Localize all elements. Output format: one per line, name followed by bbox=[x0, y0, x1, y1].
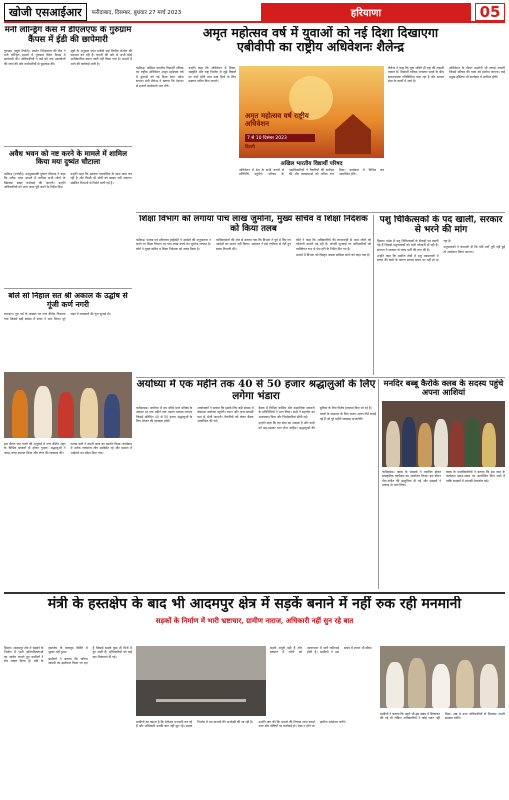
illegal-construction-headline: अवैध भवन को नष्ट करने के मामले में शामिल किया मयः दुष्यंत चौटाला bbox=[9, 149, 127, 167]
education-fine-headline: शिक्षा विभाग को लगाया पांच लाख जुर्माना, मुख्य सचिव व शिक्षा निदेशक को किया तलब bbox=[139, 215, 368, 234]
abvp-headline-2: एबीवीपी का राष्ट्रीय अधिवेशनः शैलेन्द्र bbox=[236, 39, 405, 55]
ed-raid-article bbox=[4, 26, 132, 286]
ayodhya-headline: अयोध्या में एक महीने तक 40 से 50 हजार श्रद्धालुओं के लिए लगेगा भंडारा bbox=[136, 379, 376, 402]
villagers-photo bbox=[380, 646, 505, 708]
roads-article bbox=[4, 596, 505, 796]
abvp-headline-1: अमृत महोत्सव वर्ष में युवाओं को नई दिशा दिखाएगा bbox=[202, 26, 439, 40]
ed-raid-text: गुरुग्राम (ब्यूरो रिपोर्ट)। प्रवर्तन निदेशालय की टीम ने मनी लॉन्ड्रिंग मामले में गुरुग्राम स्थित कैंपस में छापेमारी की। अधिकारियों ने कई घंटे तक दस्तावेजों की जांच की और कर्मचारियों से पूछताछ की। सूत्रों के अनुसार जांच एजेंसी कई वित्तीय लेनदेन की पड़ताल कर रही है। कंपनी की ओर से अभी कोई आधिकारिक बयान जारी नहीं किया गया है। मामले में आगे की कार्रवाई जारी है। bbox=[4, 48, 132, 66]
akal-takht-continued: इस दौरान पंज प्यारों की अगुवाई में नगर कीर्तन शहर के विभिन्न बाजारों से होकर गुजरा। श्रद्धालुओं ने जगह-जगह स्वागत किया और लंगर की व्यवस्था की। गतका दलों ने अपनी कला का प्रदर्शन किया। कार्यक्रम में अनेक गणमान्य लोग उपस्थित रहे और समाज में भाईचारे का संदेश दिया गया। bbox=[4, 442, 132, 455]
poster-dates: 7 से 10 दिसंबर 2023 bbox=[245, 134, 315, 142]
poster-caption: अखिल भारतीय विद्यार्थी परिषद bbox=[280, 161, 343, 167]
section-title: हरियाणा bbox=[261, 3, 471, 21]
page-body bbox=[4, 26, 505, 796]
education-fine-article bbox=[136, 215, 371, 375]
akal-takht-article bbox=[4, 292, 132, 370]
roads-text-center: ग्रामीणों का कहना है कि ठेकेदार मनमानी कर रहे हैं और अधिकारी उनकी बात नहीं सुन रहे। सड़क निर्माण में तय मानकों की अनदेखी की जा रही है। उन्होंने मांग की कि मामले की निष्पक्ष जांच कराई जाए और दोषियों पर कार्रवाई हो। ऐसा न होने पर ग्रामीण आंदोलन करेंगे। bbox=[136, 720, 346, 729]
club-members-photo bbox=[382, 401, 505, 467]
roads-headline: मंत्री के हस्तक्षेप के बाद भी आदमपुर क्षेत्र में सड़कें बनाने में नहीं रुक रही मनमानी bbox=[47, 596, 462, 612]
education-fine-text: चंडीगढ़। पंजाब एवं हरियाणा हाईकोर्ट ने आदेशों की अनुपालना न करने पर शिक्षा विभाग पर पांच लाख रुपये का जुर्माना लगाया है। कोर्ट ने मुख्य सचिव व शिक्षा निदेशक को तलब किया है। याचिकाकर्ता की ओर से बताया गया कि विभाग ने पूर्व में दिए गए आदेशों का पालन नहीं किया। अदालत ने इसे गंभीरता से लेते हुए सख्त टिप्पणी की। कोर्ट ने कहा कि अधिकारियों की लापरवाही से आम लोगों को परेशानी उठानी पड़ रही है। अगली सुनवाई पर अधिकारियों को व्यक्तिगत रूप से पेश होने के निर्देश दिए गए हैं। मामले में विभाग को विस्तृत जवाब दाखिल करने को कहा गया है। bbox=[136, 237, 371, 257]
masthead bbox=[4, 3, 505, 23]
abvp-headline-block bbox=[136, 26, 505, 64]
abvp-text-left: चंडीगढ़। अखिल भारतीय विद्यार्थी परिषद का राष्ट्रीय अधिवेशन अमृत महोत्सव वर्ष में युवाओं को नई दिशा देगा। प्रदेश संगठन मंत्री शैलेन्द्र ने बताया कि देशभर से हजारों कार्यकर्ता भाग लेंगे। उन्होंने कहा कि अधिवेशन में शिक्षा, संस्कृति और राष्ट्र निर्माण से जुड़े विषयों पर चर्चा होगी तथा छात्र हितों के लिए प्रस्ताव पारित किए जाएंगे। bbox=[136, 66, 236, 88]
roads-subheadline: सड़कों के निर्माण में भारी भ्रष्टाचार, ग्रामीण नाराज, अधिकारी नहीं सुन रहे बात bbox=[155, 615, 354, 625]
vet-posts-headline: पशु चिकित्सकों के पद खाली, सरकार से भरने की मांग bbox=[379, 215, 503, 236]
poster-city: दिल्ली bbox=[245, 145, 255, 150]
ayodhya-article bbox=[136, 379, 376, 589]
roads-text-left: हिसार। आदमपुर क्षेत्र में सड़कों के निर्माण में भारी अनियमितताओं का आरोप लगाते हुए ग्रामीणों ने रोष व्यक्त किया है। मंत्री के हस्तक्षेप के बावजूद स्थिति में सुधार नहीं हुआ। ग्रामीणों ने बताया कि घटिया सामग्री का इस्तेमाल किया जा रहा है जिससे सड़कें कुछ ही दिनों में टूट जाती हैं। अधिकारियों को कई बार शिकायत दी गई। bbox=[4, 646, 132, 666]
mandir-text: फरीदाबाद। क्लब के सदस्यों ने एकत्रित होकर सांस्कृतिक कार्यक्रम का आयोजन किया। इस दौरान गीत-संगीत की प्रस्तुतियां दी गईं और सदस्यों ने उत्साह से भाग लिया। क्लब के पदाधिकारियों ने बताया कि इस तरह के कार्यक्रम समय-समय पर आयोजित किए जाते हैं ताकि सदस्यों में आपसी मेलजोल बढ़े। bbox=[382, 469, 505, 488]
abvp-text-right: शैलेन्द्र ने कहा कि युवा शक्ति ही राष्ट्र की असली ताकत है। विद्यार्थी परिषद लगातार छात्रों के बीच सकारात्मक गतिविधियां चला रहा है और समाज सेवा के कार्यों में आगे है। अधिवेशन के दौरान प्रदर्शनी भी लगाई जाएगी जिसमें परिषद की यात्रा को दर्शाया जाएगा। कई प्रमुख हस्तियां भी कार्यक्रम में शामिल होंगी। bbox=[388, 66, 505, 84]
vet-posts-article bbox=[377, 215, 505, 375]
roads-text-mid: सड़कें अधूरी पड़ी हैं और बरसात में लोगों को आवागमन में भारी कठिनाई होती है। ग्रामीणों ने इस संबंध में ज्ञापन भी सौंपा। bbox=[270, 646, 373, 655]
vet-posts-text: हिसार। प्रदेश में पशु चिकित्सकों के सैकड़ों पद खाली पड़े हैं जिससे पशुपालकों को भारी परेशानी हो रही है। संगठन ने सरकार से जल्द भर्ती की मांग की है। उन्होंने कहा कि ग्रामीण क्षेत्रों में पशु अस्पतालों में स्टाफ की कमी के कारण इलाज समय पर नहीं हो पा रहा है। पशुपालकों ने चेतावनी दी कि यदि मांगें पूरी नहीं हुईं तो आंदोलन किया जाएगा। bbox=[377, 238, 505, 263]
illegal-construction-text: चंडीगढ़ (एजेंसी)। उपमुख्यमंत्री दुष्यंत चौटाला ने कहा कि अवैध भवन मामले में शामिल सभी लोगों के खिलाफ सख्त कार्रवाई की जाएगी। उन्होंने अधिकारियों को जांच जल्द पूरी करने के निर्देश दिए। उन्होंने कहा कि सरकार पारदर्शिता के साथ काम कर रही है और किसी भी दोषी को बख्शा नहीं जाएगा। संबंधित विभागों से रिपोर्ट मांगी गई है। bbox=[4, 172, 132, 190]
paper-name: खोजी एसआईआर bbox=[4, 3, 87, 21]
ayodhya-text: फरीदाबाद। अयोध्या में राम मंदिर प्राण प्रतिष्ठा के अवसर पर एक महीने तक भंडारा चलाया जाएगा जिसमें प्रतिदिन 40 से 50 हजार श्रद्धालुओं के लिए भोजन की व्यवस्था होगी। आयोजकों ने बताया कि इसके लिए बड़ी संख्या में सेवादार अयोध्या पहुंचेंगे। राशन और अन्य सामग्री यहां से भेजी जाएगी। तैयारियों को लेकर बैठक आयोजित की गई। बैठक में विभिन्न धार्मिक और सामाजिक संगठनों के प्रतिनिधियों ने भाग लिया। सभी ने सहयोग का आश्वासन दिया और जिम्मेदारियां सौंपी गईं। उन्होंने कहा कि यह सेवा का अवसर है और सभी को बढ़-चढ़कर भाग लेना चाहिए। श्रद्धालुओं की सुविधा के लिए विशेष इंतजाम किए जा रहे हैं। भंडारे के संचालन के लिए अलग-अलग टीमें बनाई गई हैं जो पूरे महीने व्यवस्था संभालेंगी। bbox=[136, 405, 376, 430]
akal-takht-headline: बोले सो निहाल सत श्री अकाल के उद्घोष से गूंजी कर्ण नगरी bbox=[8, 292, 128, 309]
akal-takht-text: करनाल। गुरु पर्व के अवसर पर नगर कीर्तन निकाला गया जिसमें बड़ी संख्या में संगत ने भाग लिया। पूरे शहर में जयकारों की गूंज सुनाई दी। bbox=[4, 312, 111, 321]
abvp-text-center: अधिवेशन में देश के सभी राज्यों से प्रतिनिधि पहुंचेंगे। परिषद के पदाधिकारियों ने तैयारियों की समीक्षा की और व्यवस्थाओं को अंतिम रूप दिया। कार्यक्रम में विभिन्न सत्र आयोजित होंगे। bbox=[239, 168, 384, 177]
poster-title: अमृत महोत्सव वर्ष राष्ट्रीय अधिवेशन bbox=[245, 111, 309, 129]
roads-text-right: ग्रामीणों ने बताया कि पहले भी इस संबंध में शिकायत की गई थी लेकिन अधिकारियों ने कोई ध्यान नहीं दिया। अब वे उच्च अधिकारियों से मिलकर अपनी समस्या रखेंगे। bbox=[380, 712, 505, 721]
date-line: फरीदाबाद, दिसम्बर, बुधवार 27 मार्च 2023 bbox=[91, 10, 182, 16]
ed-raid-headline: मनी लॉन्ड्रिंग केस में डीएलएफ के गुरुग्राम कैंपस में ईडी की छापेमारी bbox=[4, 26, 132, 45]
page-number: 05 bbox=[475, 3, 505, 21]
mandir-article bbox=[382, 379, 505, 589]
road-photo bbox=[136, 646, 266, 716]
procession-photo bbox=[4, 372, 132, 438]
mandir-headline: मनदिर बब्बू कैरोके क्लब के सदस्य पहुंचे अपना आशियां bbox=[383, 379, 504, 398]
abvp-poster bbox=[239, 66, 384, 158]
